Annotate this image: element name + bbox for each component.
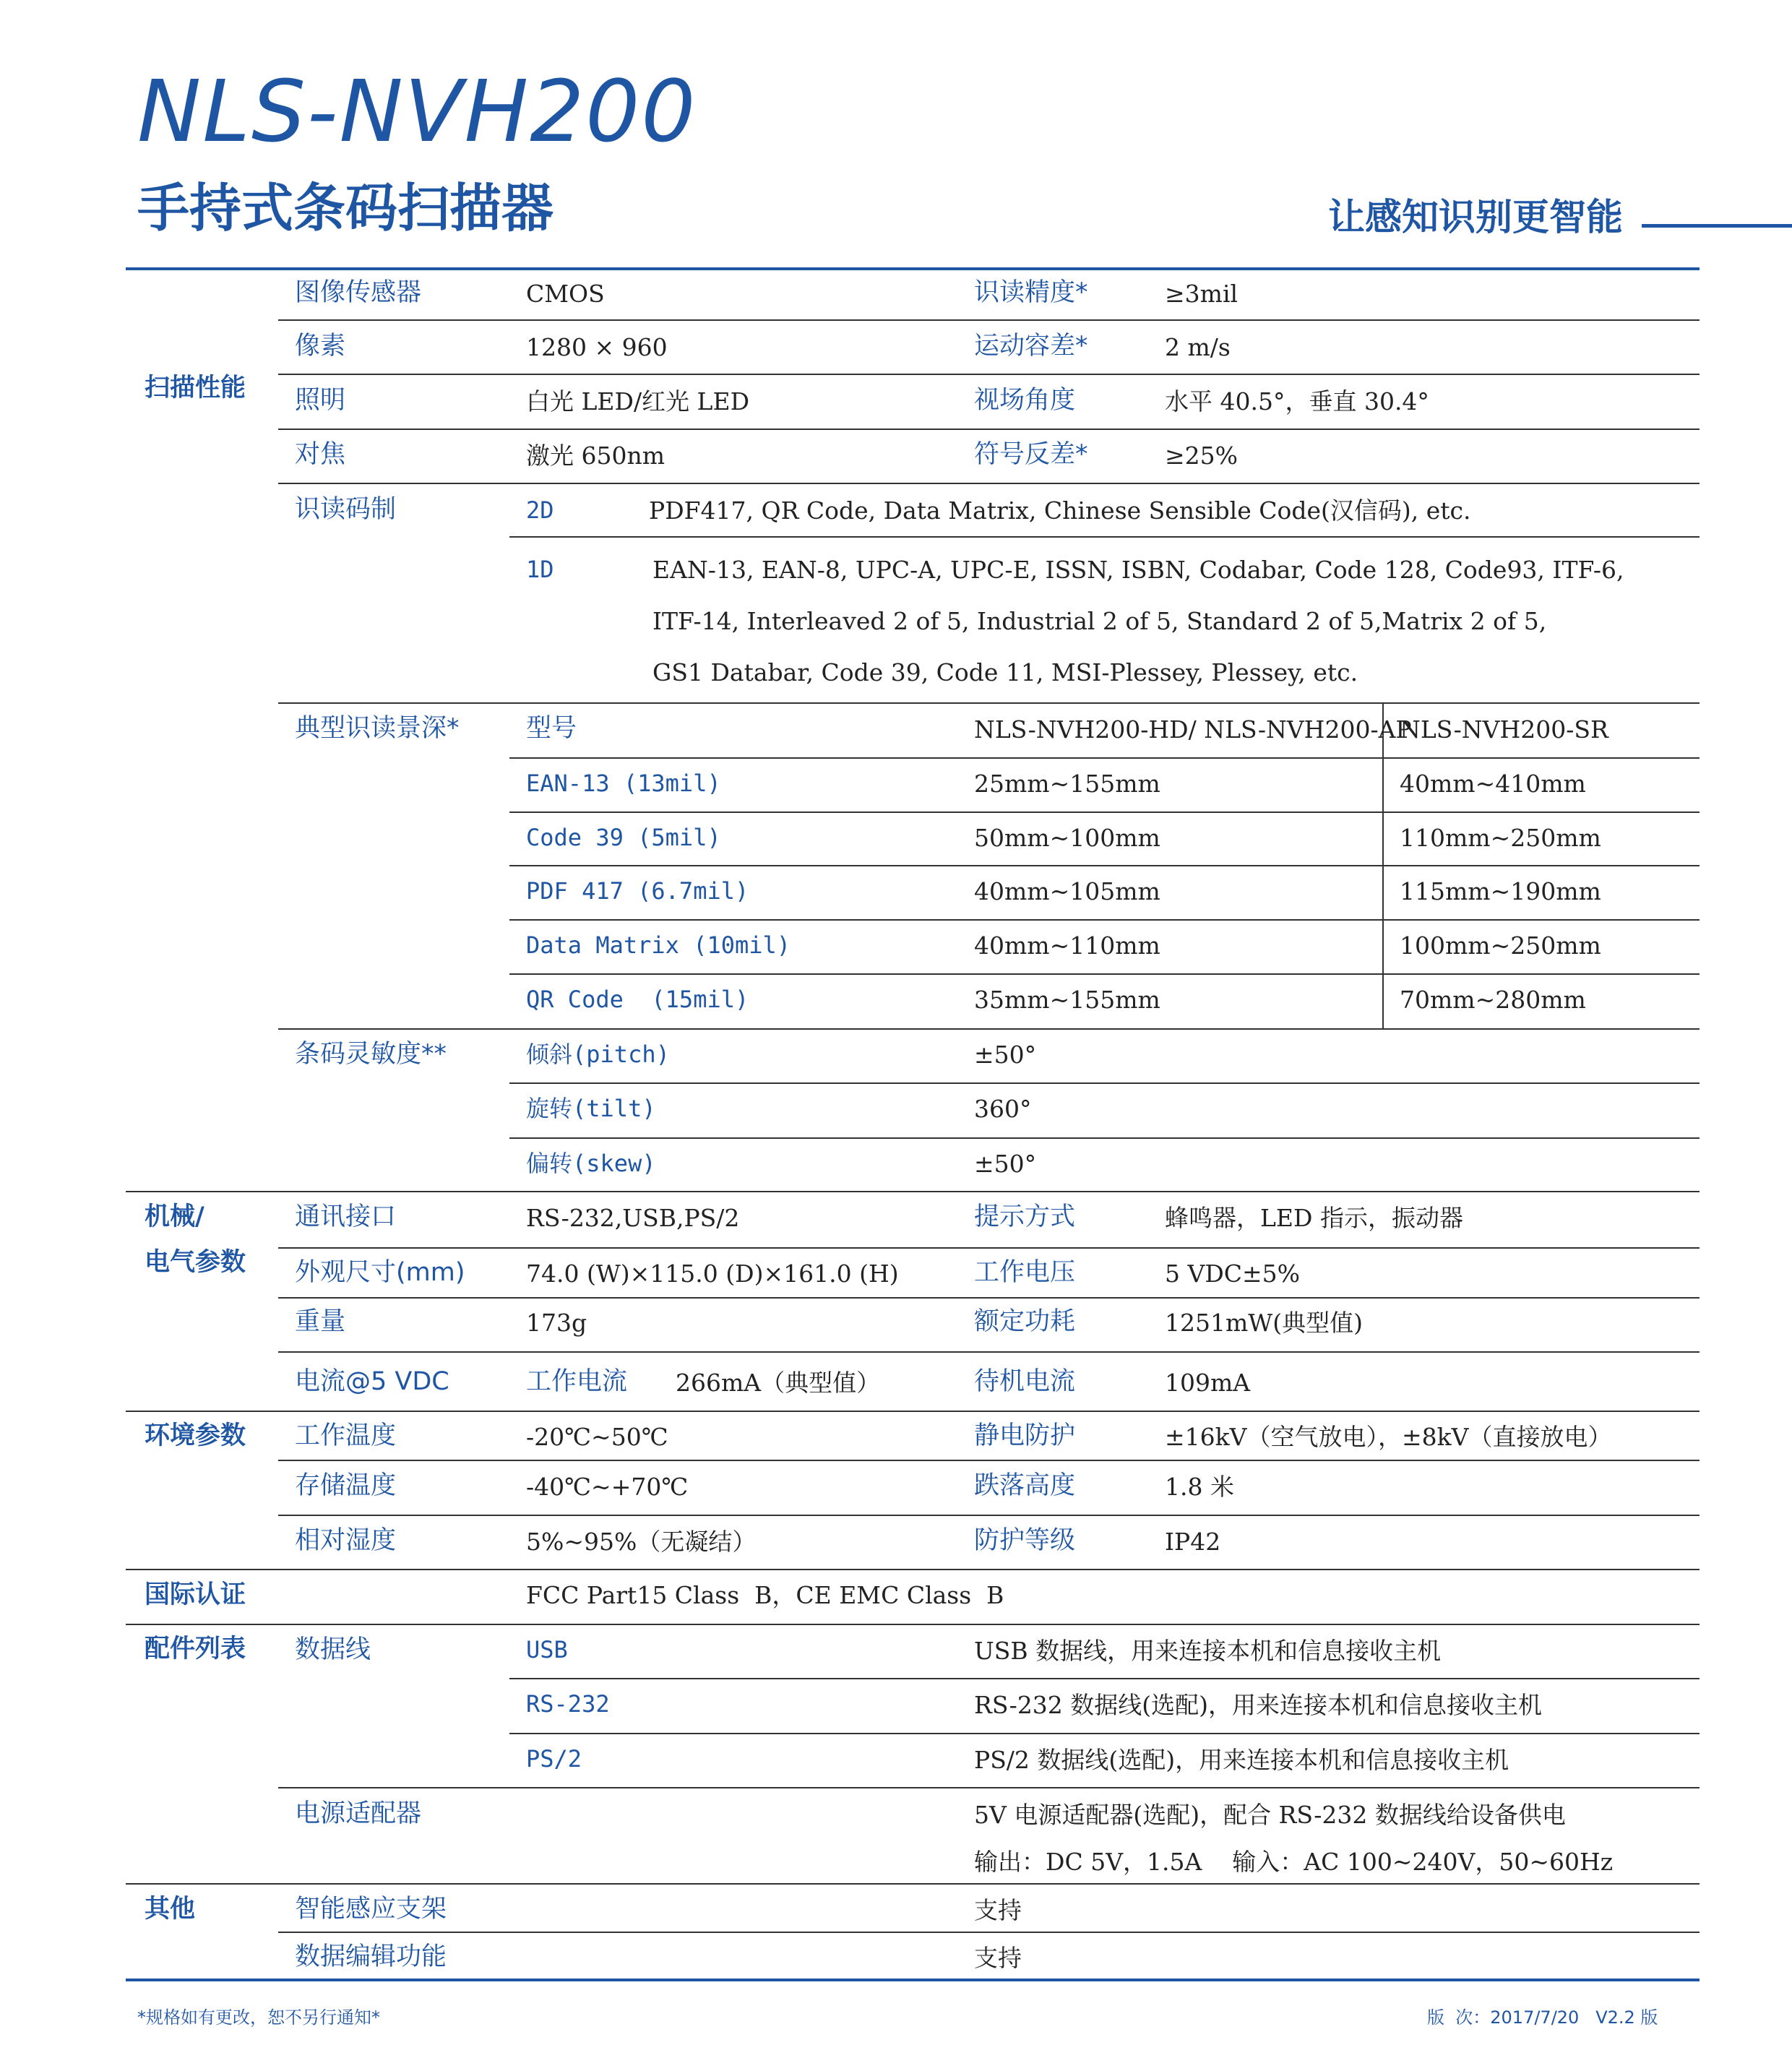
value-certification: FCC Part15 Class B，CE EMC Class B	[526, 1581, 1004, 1609]
dof-row-sr-value: 115mm~190mm	[1400, 877, 1601, 905]
label-power-adapter: 电源适配器	[295, 1799, 422, 1828]
divider	[509, 1678, 1700, 1679]
label-image-sensor: 图像传感器	[295, 278, 422, 307]
dof-row-sr-value: 70mm~280mm	[1400, 986, 1586, 1014]
value-power-adapter-line2: 输出：DC 5V，1.5A 输入：AC 100~240V，50~60Hz	[974, 1848, 1614, 1876]
section-mech-line1: 机械/	[145, 1202, 204, 1231]
value-operating-temp: -20℃~50℃	[526, 1423, 668, 1451]
column-divider	[1382, 702, 1384, 1028]
label-notification: 提示方式	[974, 1202, 1076, 1231]
label-drop-height: 跌落高度	[974, 1471, 1076, 1500]
value-voltage: 5 VDC±5%	[1165, 1260, 1301, 1288]
divider	[509, 865, 1700, 866]
value-working-current: 266mA（典型值）	[676, 1369, 881, 1397]
value-drop-height: 1.8 米	[1165, 1473, 1234, 1501]
divider	[509, 536, 1700, 538]
dof-row-hd-value: 40mm~105mm	[974, 877, 1160, 905]
label-working-current: 工作电流	[526, 1367, 628, 1396]
dof-header-model: 型号	[526, 714, 577, 743]
cable-type: PS/2	[526, 1745, 582, 1773]
slogan-rule	[1642, 224, 1792, 228]
dof-row-label: QR Code (15mil)	[526, 986, 749, 1013]
dof-row-label: Data Matrix (10mil)	[526, 931, 791, 959]
label-ip-rating: 防护等级	[974, 1526, 1076, 1555]
sensitivity-skew-value: ±50°	[974, 1150, 1037, 1178]
divider	[509, 1137, 1700, 1139]
value-2d-codes: PDF417, QR Code, Data Matrix, Chinese Sensible Code(汉信码), etc.	[649, 496, 1471, 525]
value-storage-temp: -40℃~+70℃	[526, 1473, 689, 1501]
dof-row-label: PDF 417 (6.7mil)	[526, 877, 749, 905]
divider	[509, 811, 1700, 813]
divider	[509, 1733, 1700, 1734]
section-env: 环境参数	[145, 1421, 246, 1450]
value-field-of-view: 水平 40.5°，垂直 30.4°	[1165, 387, 1429, 416]
dof-row-hd-value: 35mm~155mm	[974, 986, 1160, 1014]
divider	[278, 1028, 1700, 1030]
label-sensitivity: 条码灵敏度**	[295, 1040, 447, 1069]
dof-header-sr: NLS-NVH200-SR	[1400, 715, 1608, 744]
value-pixel: 1280 × 960	[526, 333, 668, 361]
label-depth-of-field: 典型识读景深*	[295, 714, 460, 743]
value-humidity: 5%~95%（无凝结）	[526, 1528, 757, 1556]
sensitivity-skew-label: 偏转(skew)	[526, 1150, 656, 1177]
value-1d-codes-line1: EAN-13, EAN-8, UPC-A, UPC-E, ISSN, ISBN, Codabar, Code 128, Code93, ITF-6,	[652, 556, 1624, 584]
tag-2d: 2D	[526, 496, 554, 524]
label-data-editing: 数据编辑功能	[295, 1942, 447, 1971]
dof-row-label: Code 39 (5mil)	[526, 824, 721, 851]
footer-note: *规格如有更改，恕不另行通知*	[137, 2007, 380, 2028]
value-focus: 激光 650nm	[526, 442, 665, 470]
label-focus: 对焦	[295, 440, 346, 469]
divider	[126, 1569, 1700, 1570]
sensitivity-pitch-label: 倾斜(pitch)	[526, 1041, 670, 1068]
divider	[278, 1460, 1700, 1461]
label-power: 额定功耗	[974, 1307, 1076, 1336]
section-scan: 扫描性能	[145, 374, 246, 402]
sensitivity-tilt-value: 360°	[974, 1095, 1032, 1123]
sensitivity-pitch-value: ±50°	[974, 1041, 1037, 1069]
divider	[509, 757, 1700, 759]
dof-row-hd-value: 50mm~100mm	[974, 824, 1160, 852]
dof-header-hd-ap: NLS-NVH200-HD/ NLS-NVH200-AP	[974, 715, 1412, 744]
label-symbol-contrast: 符号反差*	[974, 440, 1088, 469]
cable-description: RS-232 数据线(选配)，用来连接本机和信息接收主机	[974, 1691, 1543, 1719]
value-interface: RS-232,USB,PS/2	[526, 1204, 740, 1232]
divider	[278, 319, 1700, 321]
value-illumination: 白光 LED/红光 LED	[526, 387, 750, 416]
value-esd: ±16kV（空气放电），±8kV（直接放电）	[1165, 1423, 1612, 1451]
label-illumination: 照明	[295, 386, 346, 415]
divider	[126, 1883, 1700, 1885]
dof-row-hd-value: 25mm~155mm	[974, 770, 1160, 798]
product-subtitle: 手持式条码扫描器	[137, 178, 554, 238]
label-symbologies: 识读码制	[295, 495, 397, 524]
slogan: 让感知识别更智能	[1328, 197, 1624, 239]
value-weight: 173g	[526, 1309, 587, 1337]
value-dimensions: 74.0 (W)×115.0 (D)×161.0 (H)	[526, 1260, 899, 1288]
label-esd: 静电防护	[974, 1421, 1076, 1450]
value-power: 1251mW(典型值)	[1165, 1309, 1363, 1337]
footer-version: 版 次：2017/7/20 V2.2 版	[1427, 2007, 1658, 2028]
divider	[509, 919, 1700, 921]
divider	[278, 374, 1700, 375]
divider	[509, 1082, 1700, 1084]
divider	[278, 429, 1700, 430]
section-mech-line2: 电气参数	[145, 1248, 246, 1277]
divider	[278, 1932, 1700, 1933]
label-humidity: 相对湿度	[295, 1526, 397, 1555]
dof-row-sr-value: 40mm~410mm	[1400, 770, 1586, 798]
label-dimensions: 外观尺寸(mm)	[295, 1258, 465, 1287]
value-image-sensor: CMOS	[526, 280, 605, 308]
label-standby-current: 待机电流	[974, 1367, 1076, 1396]
divider	[278, 483, 1700, 484]
label-motion-tolerance: 运动容差*	[974, 332, 1088, 361]
product-title: NLS-NVH200	[137, 61, 697, 161]
label-interface: 通讯接口	[295, 1202, 397, 1231]
divider	[509, 973, 1700, 975]
cable-description: USB 数据线，用来连接本机和信息接收主机	[974, 1637, 1442, 1665]
label-pixel: 像素	[295, 332, 346, 361]
table-bottom-rule	[126, 1979, 1700, 1981]
sensitivity-tilt-label: 旋转(tilt)	[526, 1095, 656, 1122]
tag-1d: 1D	[526, 556, 554, 583]
cable-type: USB	[526, 1636, 568, 1663]
value-symbol-contrast: ≥25%	[1165, 442, 1238, 470]
value-data-editing: 支持	[974, 1944, 1022, 1972]
label-storage-temp: 存储温度	[295, 1471, 397, 1500]
label-data-cable: 数据线	[295, 1635, 371, 1664]
label-operating-temp: 工作温度	[295, 1421, 397, 1450]
divider	[126, 1411, 1700, 1412]
value-motion-tolerance: 2 m/s	[1165, 333, 1231, 361]
value-ip-rating: IP42	[1165, 1528, 1221, 1556]
divider	[278, 1515, 1700, 1516]
section-accessories: 配件列表	[145, 1635, 246, 1663]
label-voltage: 工作电压	[974, 1258, 1076, 1287]
section-cert: 国际认证	[145, 1580, 246, 1609]
label-weight: 重量	[295, 1307, 346, 1336]
value-smart-stand: 支持	[974, 1896, 1022, 1924]
divider	[278, 1297, 1700, 1299]
table-top-rule	[126, 267, 1700, 270]
label-precision: 识读精度*	[974, 278, 1088, 307]
divider	[278, 1247, 1700, 1249]
label-field-of-view: 视场角度	[974, 386, 1076, 415]
label-current: 电流@5 VDC	[295, 1367, 449, 1396]
cable-description: PS/2 数据线(选配)，用来连接本机和信息接收主机	[974, 1746, 1509, 1774]
divider	[126, 1191, 1700, 1192]
value-1d-codes-line2: ITF-14, Interleaved 2 of 5, Industrial 2 of 5, Standard 2 of 5,Matrix 2 of 5,	[652, 607, 1547, 635]
dof-row-label: EAN-13 (13mil)	[526, 770, 721, 797]
dof-row-sr-value: 100mm~250mm	[1400, 931, 1601, 960]
divider	[278, 1351, 1700, 1353]
label-smart-stand: 智能感应支架	[295, 1895, 447, 1924]
section-other: 其他	[145, 1895, 196, 1924]
divider	[278, 1787, 1700, 1788]
cable-type: RS-232	[526, 1690, 610, 1718]
dof-row-sr-value: 110mm~250mm	[1400, 824, 1601, 852]
divider	[126, 1624, 1700, 1625]
value-1d-codes-line3: GS1 Databar, Code 39, Code 11, MSI-Plessey, Plessey, etc.	[652, 658, 1358, 686]
dof-row-hd-value: 40mm~110mm	[974, 931, 1160, 960]
value-power-adapter-line1: 5V 电源适配器(选配)，配合 RS-232 数据线给设备供电	[974, 1801, 1566, 1829]
value-standby-current: 109mA	[1165, 1369, 1251, 1397]
divider	[278, 702, 1700, 704]
value-notification: 蜂鸣器，LED 指示，振动器	[1165, 1204, 1463, 1232]
value-precision: ≥3mil	[1165, 280, 1239, 308]
